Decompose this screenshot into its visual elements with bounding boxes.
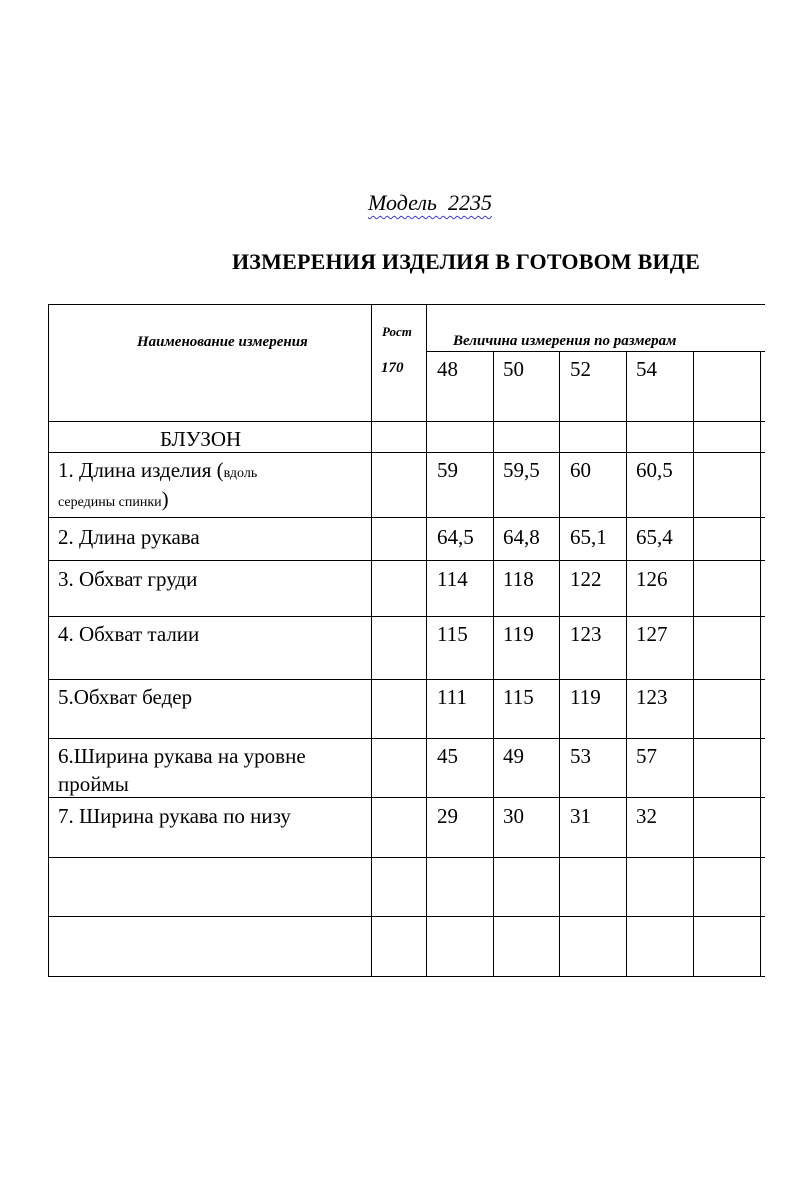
size-48: 48 [437,357,458,381]
cell-value: 29 [437,804,458,828]
cell-value: 64,5 [437,525,474,549]
cell-value: 126 [636,567,668,591]
cell-value: 31 [570,804,591,828]
cell-value: 45 [437,744,458,768]
cell-value: 115 [503,685,534,709]
row-name: 1. Длина изделия (вдоль [58,458,258,482]
row-name: 4. Обхват талии [58,622,200,646]
row-name-continuation: середины спинки) [58,487,169,511]
size-52: 52 [570,357,591,381]
size-50: 50 [503,357,524,381]
row-name: 7. Ширина рукава по низу [58,804,291,828]
size-54: 54 [636,357,657,381]
section-title: БЛУЗОН [160,427,242,451]
row-name: 2. Длина рукава [58,525,200,549]
cell-value: 60 [570,458,591,482]
cell-value: 123 [636,685,668,709]
cell-value: 115 [437,622,468,646]
cell-value: 32 [636,804,657,828]
column-header-height: Рост [382,324,412,339]
cell-value: 53 [570,744,591,768]
cell-value: 57 [636,744,657,768]
height-value: 170 [381,360,404,376]
cell-value: 123 [570,622,602,646]
column-header-name: Наименование измерения [137,334,308,350]
row-name: 3. Обхват груди [58,567,198,591]
cell-value: 64,8 [503,525,540,549]
cell-value: 122 [570,567,602,591]
model-title: Модель 2235 [368,190,492,215]
row-name: 6.Ширина рукава на уровне [58,744,306,768]
column-header-sizes: Величина измерения по размерам [453,333,677,349]
cell-value: 114 [437,567,468,591]
cell-value: 111 [437,685,467,709]
cell-value: 127 [636,622,668,646]
cell-value: 119 [570,685,601,709]
cell-value: 49 [503,744,524,768]
cell-value: 119 [503,622,534,646]
cell-value: 65,4 [636,525,673,549]
cell-value: 30 [503,804,524,828]
row-name-continuation: проймы [58,772,129,796]
document-heading: ИЗМЕРЕНИЯ ИЗДЕЛИЯ В ГОТОВОМ ВИДЕ [232,249,700,274]
cell-value: 59 [437,458,458,482]
cell-value: 59,5 [503,458,540,482]
cell-value: 60,5 [636,458,673,482]
row-name: 5.Обхват бедер [58,685,193,709]
cell-value: 118 [503,567,534,591]
cell-value: 65,1 [570,525,607,549]
